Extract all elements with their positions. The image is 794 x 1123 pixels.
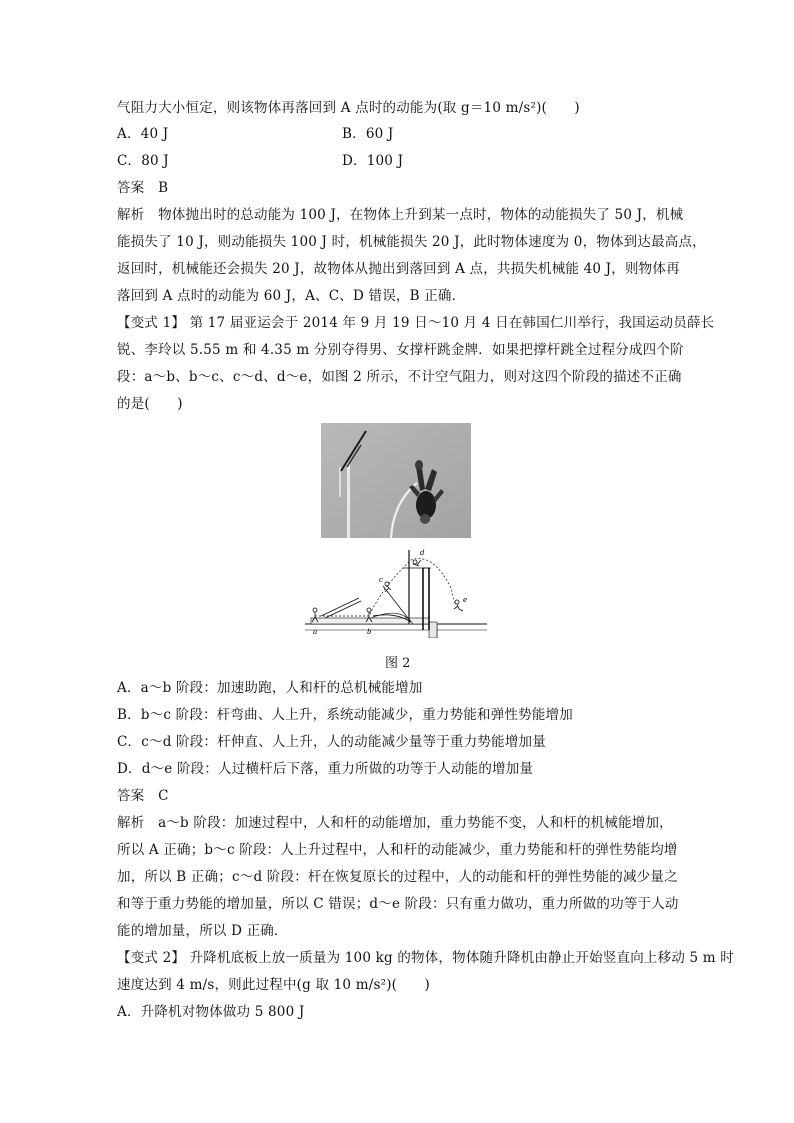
variant1-option-b: B．b～c 阶段：杆弯曲、人上升，系统动能减少，重力势能和弹性势能增加 bbox=[117, 707, 573, 723]
stage-label-e: e bbox=[463, 596, 468, 604]
variant1-analysis-line: 所以 A 正确；b～c 阶段：人上升过程中，人和杆的动能减少，重力势能和杆的弹性势能均增 bbox=[117, 842, 678, 858]
pole-vault-stage-diagram bbox=[303, 546, 489, 638]
variant1-option-c: C．c～d 阶段：杆伸直、人上升，人的动能减少量等于重力势能增加量 bbox=[117, 734, 546, 750]
variant2-stem-line: 速度达到 4 m/s，则此过程中(g 取 10 m/s²)( ) bbox=[117, 977, 430, 993]
problem1-stem-end: 气阻力大小恒定，则该物体再落回到 A 点时的动能为(取 g＝10 m/s²)( ) bbox=[117, 100, 580, 116]
variant1-analysis-line: 和等于重力势能的增加量，所以 C 错误；d～e 阶段：只有重力做功，重力所做的功等于人动 bbox=[117, 896, 679, 912]
problem1-analysis-line: 落回到 A 点时的动能为 60 J，A、C、D 错误，B 正确． bbox=[117, 288, 466, 304]
stage-label-c: c bbox=[379, 576, 383, 584]
problem1-option-c: C．80 J bbox=[117, 153, 169, 169]
variant1-stem-line: 【变式 1】 第 17 届亚运会于 2014 年 9 月 19 日～10 月 4 日在韩国仁川举行，我国运动员薛长 bbox=[117, 315, 715, 331]
variant1-answer: 答案 C bbox=[117, 788, 169, 804]
figure-caption: 图 2 bbox=[385, 656, 411, 671]
pole-vault-photo bbox=[321, 423, 471, 538]
stage-label-b: b bbox=[367, 628, 372, 636]
variant1-stem-line: 锐、李玲以 5.55 m 和 4.35 m 分别夺得男、女撑杆跳金牌．如果把撑杆跳全过程分成四个阶 bbox=[117, 342, 684, 358]
variant1-analysis-line: 加，所以 B 正确；c～d 阶段：杆在恢复原长的过程中，人的动能和杆的弹性势能的减少量之 bbox=[117, 869, 678, 885]
stage-label-d: d bbox=[420, 549, 425, 557]
variant1-option-a: A．a～b 阶段：加速助跑，人和杆的总机械能增加 bbox=[117, 680, 423, 696]
variant1-option-d: D．d～e 阶段：人过横杆后下落，重力所做的功等于人动能的增加量 bbox=[117, 761, 534, 777]
variant1-analysis-line: 能的增加量，所以 D 正确． bbox=[117, 923, 288, 939]
problem1-answer: 答案 B bbox=[117, 180, 169, 196]
problem1-option-a: A．40 J bbox=[117, 126, 169, 142]
problem1-analysis-line: 返回时，机械能还会损失 20 J，故物体从抛出到落回到 A 点，共损失机械能 40 J，则物体再 bbox=[117, 261, 680, 277]
variant1-stem-line: 段：a～b、b～c、c～d、d～e，如图 2 所示，不计空气阻力，则对这四个阶段的描述不正确 bbox=[117, 369, 682, 385]
problem1-option-d: D．100 J bbox=[342, 153, 404, 169]
variant2-stem-line: 【变式 2】 升降机底板上放一质量为 100 kg 的物体，物体随升降机由静止开始竖直向上移动 5 m 时 bbox=[117, 950, 734, 966]
variant1-stem-line: 的是( ) bbox=[117, 396, 183, 412]
problem1-analysis-line: 解析 物体抛出时的总动能为 100 J，在物体上升到某一点时，物体的动能损失了 50 J，机械 bbox=[117, 207, 684, 223]
problem1-option-b: B．60 J bbox=[342, 126, 394, 142]
stage-label-a: a bbox=[313, 628, 318, 636]
problem1-analysis-line: 能损失了 10 J，则动能损失 100 J 时，机械能损失 20 J，此时物体速度为 0，物体到达最高点， bbox=[117, 234, 706, 250]
variant2-option-a: A．升降机对物体做功 5 800 J bbox=[117, 1004, 305, 1020]
variant1-analysis-line: 解析 a～b 阶段：加速过程中，人和杆的动能增加，重力势能不变，人和杆的机械能增加， bbox=[117, 815, 673, 831]
